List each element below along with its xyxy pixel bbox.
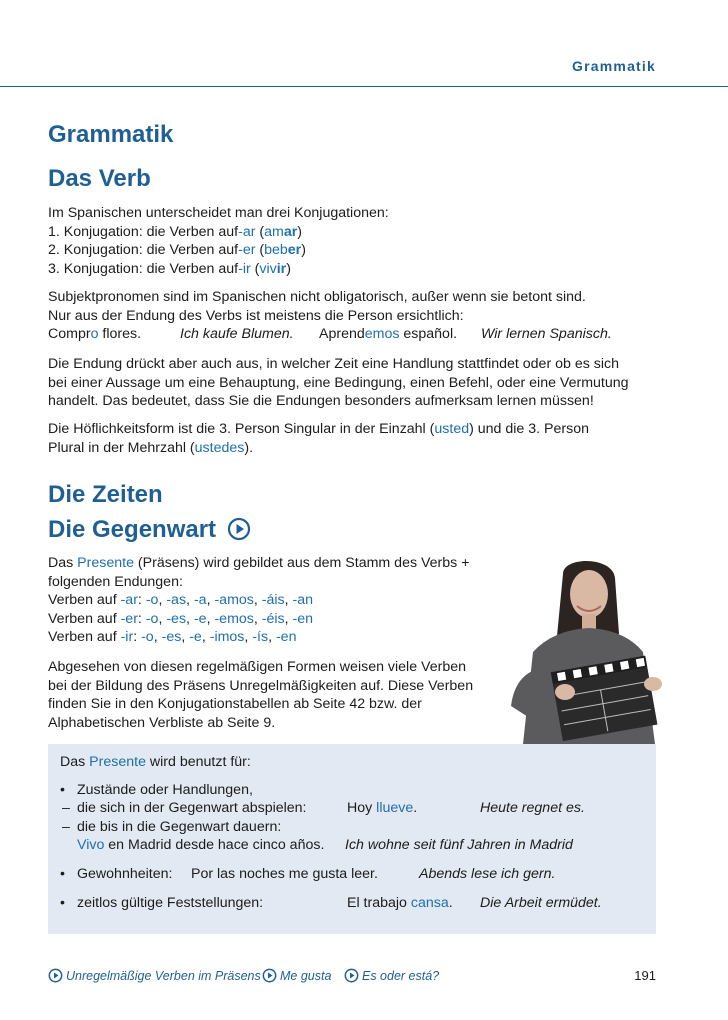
footer-link-irregular-verbs[interactable]: Unregelmäßige Verben im Präsens <box>48 968 261 983</box>
usage-item-1-sub-1-example: Hoy llueve. <box>347 800 418 816</box>
usage-item-2: Gewohnheiten: <box>77 866 173 882</box>
usage-intro: Das Presente wird benutzt für: <box>60 754 251 770</box>
conjugation-line-3: 3. Konjugation: die Verben auf -ir ( viv ir ) <box>48 260 291 277</box>
running-header: Grammatik <box>572 58 656 74</box>
example-1-spanish: Compro flores. <box>48 326 142 342</box>
usage-item-2-translation: Abends lese ich gern. <box>419 866 556 882</box>
page-number: 191 <box>634 968 656 983</box>
header-rule <box>0 86 728 87</box>
example-1-translation: Ich kaufe Blumen. <box>180 326 294 342</box>
usage-item-3-translation: Die Arbeit ermüdet. <box>480 895 602 911</box>
usage-item-1: Zustände oder Handlungen, <box>77 782 253 798</box>
example-2-spanish: Aprendemos español. <box>319 326 458 342</box>
play-icon <box>48 968 63 983</box>
bullet-icon: • <box>60 895 65 911</box>
usage-item-1-sub-1-translation: Heute regnet es. <box>480 800 585 816</box>
verb-endings-ar: Verben auf -ar : -o , -as , -a , -amos , -áis , -an <box>48 592 314 608</box>
usage-item-1-sub-2-translation: Ich wohne seit fünf Jahren in Madrid <box>345 837 573 853</box>
section-heading-verb: Das Verb <box>48 165 151 192</box>
usage-item-1-sub-1: die sich in der Gegenwart abspielen: <box>77 800 307 816</box>
conjugation-line-1: 1. Konjugation: die Verben auf -ar ( am ar ) <box>48 223 302 240</box>
irregular-paragraph: Abgesehen von diesen regelmäßigen Formen weisen viele Verben bei der Bildung des Präsens Unregelmäßigkeiten auf. Diese Verben finden Sie in den Konjugationstabellen ab Seite 42 bzw. der Alphabetischen Verbliste ab Seite 9. <box>48 659 474 731</box>
play-icon <box>344 968 359 983</box>
verb-section-body <box>48 204 668 278</box>
footer-link-me-gusta[interactable]: Me gusta <box>262 968 331 983</box>
footer-link-es-oder-esta[interactable]: Es oder está? <box>344 968 439 983</box>
usage-item-1-sub-2-example: Vivo en Madrid desde hace cinco años. <box>77 837 325 853</box>
play-icon <box>262 968 277 983</box>
usage-item-3-example: El trabajo cansa. <box>347 895 453 911</box>
politeness-paragraph: Die Höflichkeitsform ist die 3. Person Singular in der Einzahl ( usted ) und die 3. Person Plural in der Mehrzahl ( ustedes ). <box>48 421 589 456</box>
verb-endings-er: Verben auf -er : -o , -es , -e , -emos , -éis , -en <box>48 610 314 627</box>
conjugation-line-2: 2. Konjugation: die Verben auf -er ( beb er ) <box>48 242 306 258</box>
verb-endings-ir: Verben auf -ir : -o , -es , -e , -imos , -ís , -en <box>48 629 297 645</box>
present-formation: Das Presente (Präsens) wird gebildet aus dem Stamm des Verbs + folgenden Endungen: Verben auf -ar : -o , -as , -a , -amos , -áis , -an Verben auf -er : -o , -es , -e , -emos , -éis , -en Verben auf -ir : -o , -es , -e , -imos , -ís , -en <box>48 554 498 647</box>
dash-icon: – <box>62 800 70 816</box>
usage-item-2-example: Por las noches me gusta leer. <box>191 866 378 882</box>
bullet-icon: • <box>60 782 65 798</box>
pronoun-examples <box>48 325 668 344</box>
pronoun-paragraph <box>48 288 668 344</box>
footer <box>48 968 656 988</box>
dash-icon: – <box>62 819 70 835</box>
ending-paragraph: Die Endung drückt aber auch aus, in welcher Zeit eine Handlung stattfindet oder ob es sich bei einer Aussage um eine Behauptung, eine Bedingung, einen Befehl, oder eine Vermutung handelt. Das bedeutet, dass Sie die Endungen besonders aufmerksam lernen müssen! <box>48 356 629 409</box>
woman-with-clapperboard-photo <box>503 556 678 744</box>
pronoun-line-1: Subjektpronomen sind im Spanischen nicht obligatorisch, außer wenn sie betont sind. <box>48 289 586 305</box>
page-title: Grammatik <box>48 121 174 148</box>
audio-play-icon[interactable] <box>227 517 251 541</box>
pronoun-line-2: Nur aus der Endung des Verbs ist meistens die Person ersichtlich: <box>48 307 464 324</box>
bullet-icon: • <box>60 866 65 882</box>
conjugation-intro: Im Spanischen unterscheidet man drei Konjugationen: <box>48 205 389 221</box>
section-heading-tenses: Die Zeiten <box>48 481 163 508</box>
example-2-translation: Wir lernen Spanisch. <box>481 326 612 342</box>
subheading-present: Die Gegenwart <box>48 516 217 543</box>
usage-item-3: zeitlos gültige Feststellungen: <box>77 895 264 911</box>
usage-box <box>48 744 656 934</box>
usage-item-1-sub-2: die bis in die Gegenwart dauern: <box>77 819 282 835</box>
